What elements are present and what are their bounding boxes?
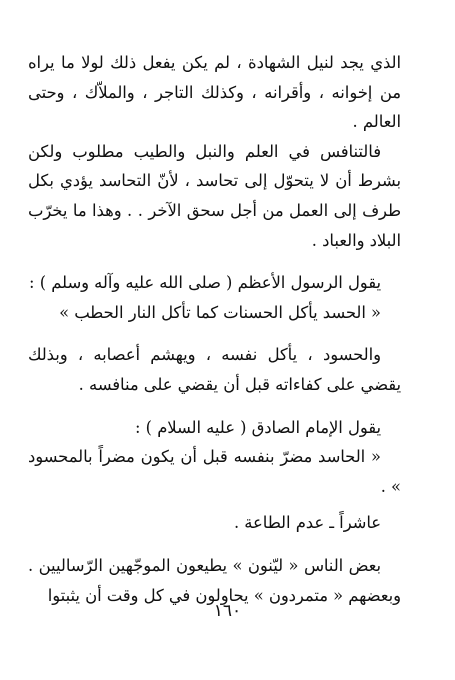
- paragraph-imam-quote-intro: يقول الإمام الصادق ( عليه السلام ) :: [135, 417, 381, 437]
- page-body-text: [28, 48, 401, 610]
- quote-imam: « الحاسد مضرّ بنفسه قبل أن يكون مضراً بالمحسود » .: [28, 447, 401, 496]
- paragraph-envious: والحسود ، يأكل نفسه ، ويهشم أعصابه ، وبذلك يقضي على كفاءاته قبل أن يقضي على منافسه .: [28, 345, 401, 394]
- quote-prophet: « الحسد يأكل الحسنات كما تأكل النار الحطب »: [59, 302, 381, 322]
- section-heading-disobedience: عاشراً ـ عدم الطاعة .: [233, 513, 381, 533]
- paragraph-competition: فالتنافس في العلم والنبل والطيب مطلوب ولكن بشرط أن لا يتحوّل إلى تحاسد ، لأنّ التحاسد يؤدي بكل طرف إلى العمل من أجل سحق الآخر . . وهذا ما يخرّب البلاد والعباد .: [28, 141, 401, 250]
- paragraph-prophet-quote-intro: يقول الرسول الأعظم ( صلى الله عليه وآله وسلم ) :: [29, 273, 381, 293]
- paragraph-people-types: بعض الناس « ليّنون » يطيعون الموجّهين الرّساليين . وبعضهم « متمردون » يحاولون في كل وقت أن يثبتوا: [28, 555, 401, 605]
- paragraph-intro: الذي يجد لنيل الشهادة ، لم يكن يفعل ذلك لولا ما يراه من إخوانه ، وأقرانه ، وكذلك التاجر ، والملاّك ، وحتى العالم .: [28, 53, 401, 132]
- page-number: ١٦٠: [213, 601, 242, 621]
